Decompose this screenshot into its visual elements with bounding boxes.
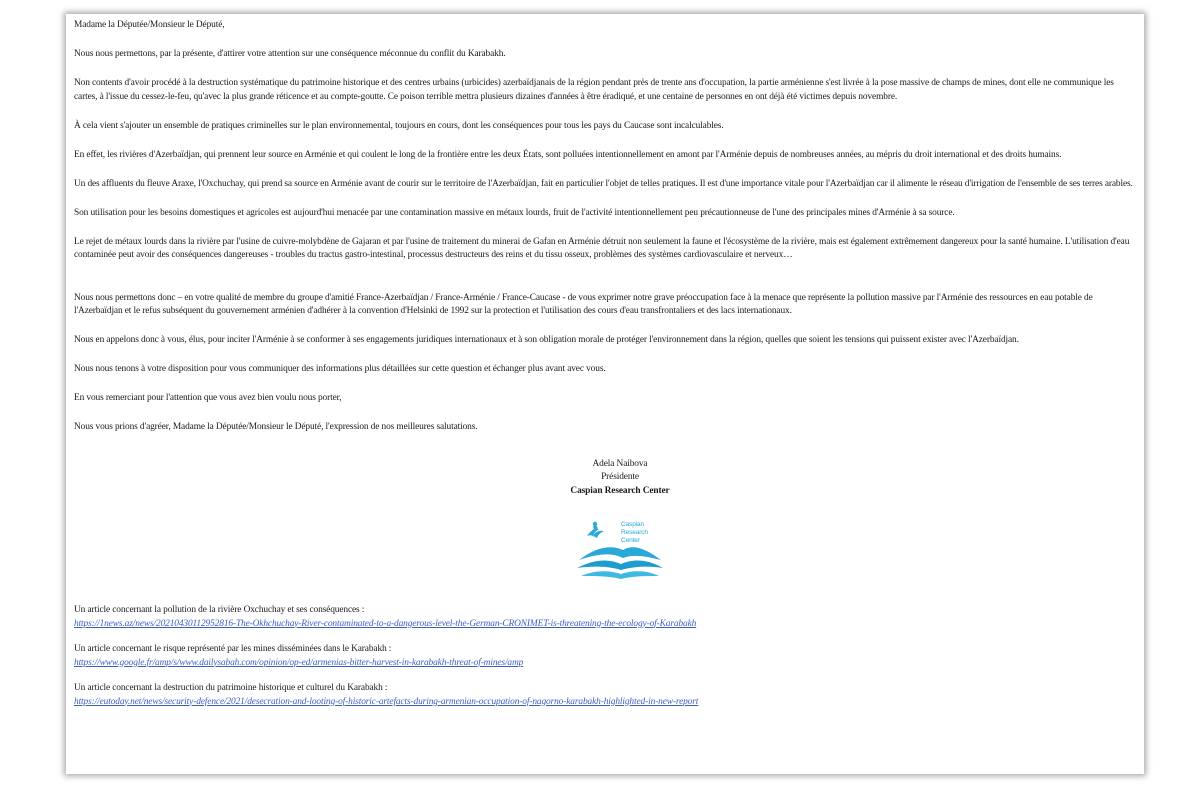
paragraph-3: À cela vient s'ajouter un ensemble de pratiques criminelles sur le plan environnemental, toujours en cours, dont les conséquences pour tous les pays du Caucase sont incalculables.	[74, 120, 724, 131]
signature-block	[74, 458, 1136, 499]
letter-page	[66, 14, 1144, 774]
logo-text-line3: Center	[621, 537, 640, 544]
logo-text-line2: Research	[621, 529, 648, 536]
waves-icon	[577, 547, 663, 579]
paragraph-6: Son utilisation pour les besoins domestiques et agricoles est aujourd'hui menacée par une contamination massive en métaux lourds, fruit de l'activité intentionnellement peu précautionneuse de l'une des principales mines d'Arménie à sa source.	[74, 207, 955, 218]
reference-label: Un article concernant la pollution de la rivière Oxchuchay et ses conséquences :	[74, 605, 365, 615]
paragraph-9: Nous en appelons donc à vous, élus, pour inciter l'Arménie à se conformer à ses engagements juridiques internationaux et à son obligation morale de protéger l'environnement dans la région, quelles que soient les tensions qui puissent exister avec l'Azerbaïdjan.	[74, 335, 1019, 345]
paragraph-10: Nous nous tenons à votre disposition pour vous communiquer des informations plus détaillées sur cette question et échanger plus avant avec vous.	[74, 364, 606, 374]
signatory-name: Adela Naibova	[592, 458, 648, 469]
reference-label: Un article concernant la destruction du patrimoine historique et culturel du Karabakh :	[74, 683, 388, 693]
reference-label: Un article concernant le risque représenté par les mines disséminées dans le Karabakh :	[74, 644, 392, 654]
reference-item	[74, 604, 1136, 631]
bird-icon	[587, 522, 604, 538]
letter-body	[74, 19, 1136, 721]
logo-text-line1: Caspian	[621, 521, 645, 528]
paragraph-4: En effet, les rivières d'Azerbaïdjan, qui prennent leur source en Arménie et qui coulent le long de la frontière entre les deux États, sont polluées intentionnellement en amont par l'Arménie depuis de nombreuses années, au mépris du droit international et des droits humains.	[74, 149, 1062, 160]
references	[74, 604, 1136, 709]
reference-link[interactable]: https://eutoday.net/news/security-defence/2021/desecration-and-looting-of-historic-artefacts-during-armenian-occupation-of-nagorno-karabakh-highlighted-in-new-report	[74, 696, 699, 707]
paragraph-8: Nous nous permettons donc – en votre qualité de membre du groupe d'amitié France-Azerbaïdjan / France-Arménie / France-Caucase - de vous exprimer notre grave préoccupation face à la menace que représente la pollution massive par l'Arménie des ressources en eau potable de l'Azerbaïdjan et le refus subséquent du gouvernement arménien d'adhérer à la convention d'Helsinki de 1992 sur la protection et l'utilisation des cours d'eau transfrontaliers et des lacs internationaux.	[74, 292, 1093, 316]
paragraph-1: Nous nous permettons, par la présente, d'attirer votre attention sur une conséquence méconnue du conflit du Karabakh.	[74, 49, 506, 59]
paragraph-12: Nous vous prions d'agréer, Madame la Députée/Monsieur le Député, l'expression de nos meilleures salutations.	[74, 422, 478, 432]
paragraph-5: Un des affluents du fleuve Araxe, l'Oxchuchay, qui prend sa source en Arménie avant de courir sur le territoire de l'Azerbaïdjan, fait en particulier l'objet de telles pratiques. Il est d'une importance vitale pour l'Azerbaïdjan car il alimente le réseau d'irrigation de l'ensemble de ses terres arables.	[74, 178, 1133, 189]
paragraph-2: Non contents d'avoir procédé à la destruction systématique du patrimoine historique et des centres urbains (urbicides) azerbaïdjanais de la région pendant près de trente ans d'occupation, la partie arménienne s'est livrée à la pose massive de champs de mines, dont elle ne communique les cartes, à l'issue du cessez-le-feu, qu'avec la plus grande réticence et au compte-goutte. Ce poison terrible mettra plusieurs dizaines d'années à être éradiqué, et une centaine de personnes en ont déjà été victimes depuis novembre.	[74, 78, 1114, 102]
reference-link[interactable]: https://www.google.fr/amp/s/www.dailysabah.com/opinion/op-ed/armenias-bitter-harvest-in-karabakh-threat-of-mines/amp	[74, 657, 524, 668]
salutation: Madame la Députée/Monsieur le Député,	[74, 20, 225, 30]
caspian-research-center-logo	[543, 514, 667, 586]
paragraph-11: En vous remerciant pour l'attention que vous avez bien voulu nous porter,	[74, 393, 342, 403]
reference-link[interactable]: https://1news.az/news/20210430112952816-The-Okhchuchay-River-contaminated-to-a-dangerous-level-the-German-CRONIMET-is-threatening-the-ecology-of-Karabakh	[74, 618, 697, 629]
reference-item	[74, 643, 1136, 670]
signatory-title: Présidente	[601, 472, 639, 482]
paragraph-7: Le rejet de métaux lourds dans la rivière par l'usine de cuivre-molybdène de Gajaran et par l'usine de traitement du minerai de Gafan en Arménie détruit non seulement la faune et l'écosystème de la rivière, mais est également extrêmement dangereux pour la santé humaine. L'utilisation d'eau contaminée peut avoir des conséquences dangereuses - troubles du tractus gastro-intestinal, processus destructeurs des reins et du tissu osseux, problèmes des systèmes cardiovasculaire et nerveux…	[74, 236, 1130, 260]
reference-item	[74, 682, 1136, 709]
signatory-organization: Caspian Research Center	[570, 485, 670, 496]
